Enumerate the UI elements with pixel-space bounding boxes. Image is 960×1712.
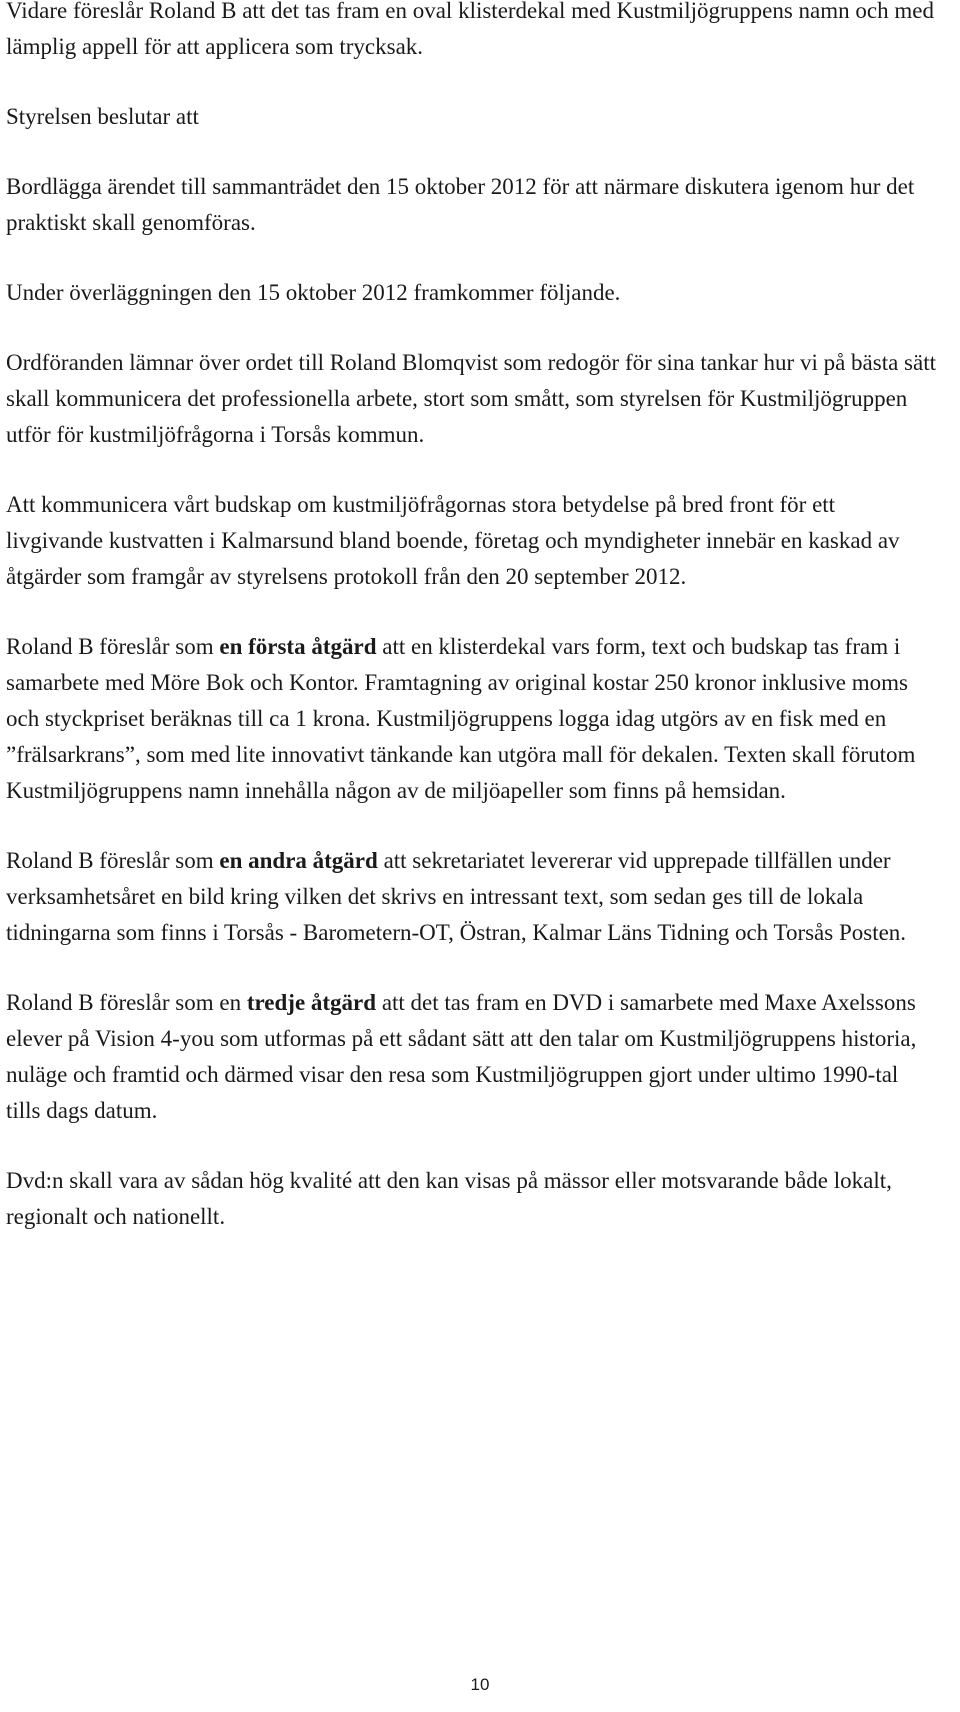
paragraph-chairman-statement: Ordföranden lämnar över ordet till Roland Blomqvist som redogör för sina tankar hur vi på bästa sätt skall kommunicera det professionella arbete, stort som smått, som styrelsen för Kustmiljögruppen utför för kustmiljöfrågorna i Torsås kommun.	[6, 350, 936, 447]
third-action-text-after: att det tas fram en DVD i samarbete med Maxe Axelssons elever på Vision 4-you som utformas på ett sådant sätt att den talar om Kustmiljögruppens historia, nuläge och framtid och därmed visar den resa som Kustmiljögruppen gjort under ultimo 1990-tal tills dags datum.	[6, 990, 917, 1123]
paragraph-deliberation-intro: Under överläggningen den 15 oktober 2012 framkommer följande.	[6, 280, 621, 305]
first-action-text-before: Roland B föreslår som	[6, 634, 220, 659]
first-action-emphasis: en första åtgärd	[219, 634, 377, 659]
paragraph-third-action	[6, 985, 936, 1129]
paragraph-dvd-quality: Dvd:n skall vara av sådan hög kvalité att den kan visas på mässor eller motsvarande både lokalt, regionalt och nationellt.	[6, 1168, 892, 1229]
second-action-emphasis: en andra åtgärd	[219, 848, 378, 873]
second-action-text-after: att sekretariatet levererar vid upprepade tillfällen under verksamhetsåret en bild kring vilken det skrivs en intressant text, som sedan ges till de lokala tidningarna som finns i Torsås - Barometern-OT, Östran, Kalmar Läns Tidning och Torsås Posten.	[6, 848, 907, 945]
paragraph-communication-goal: Att kommunicera vårt budskap om kustmiljöfrågornas stora betydelse på bred front för ett livgivande kustvatten i Kalmarsund bland boende, företag och myndigheter innebär en kaskad av åtgärder som framgår av styrelsens protokoll från den 20 september 2012.	[6, 492, 900, 589]
paragraph-sticker-proposal: Vidare föreslår Roland B att det tas fram en oval klisterdekal med Kustmiljögruppens namn och med lämplig appell för att applicera som trycksak.	[6, 0, 934, 59]
third-action-emphasis: tredje åtgärd	[246, 990, 377, 1015]
paragraph-postpone-decision: Bordlägga ärendet till sammanträdet den 15 oktober 2012 för att närmare diskutera igenom hur det praktiskt skall genomföras.	[6, 174, 915, 235]
first-action-text-after: att en klisterdekal vars form, text och budskap tas fram i samarbete med Möre Bok och Kontor. Framtagning av original kostar 250 kronor inklusive moms och styckpriset beräknas till ca 1 krona. Kustmiljögruppens logga idag utgörs av en fisk med en ”frälsarkrans”, som med lite innovativt tänkande kan utgöra mall för dekalen. Texten skall förutom Kustmiljögruppens namn innehålla någon av de miljöapeller som finns på hemsidan.	[6, 634, 916, 803]
third-action-text-before: Roland B föreslår som en	[6, 990, 247, 1015]
paragraph-second-action	[6, 843, 936, 951]
paragraph-board-decision-heading: Styrelsen beslutar att	[6, 104, 199, 129]
page-number: 10	[470, 1675, 490, 1694]
second-action-text-before: Roland B föreslår som	[6, 848, 220, 873]
paragraph-first-action	[6, 629, 936, 809]
document-body	[6, 0, 936, 1269]
